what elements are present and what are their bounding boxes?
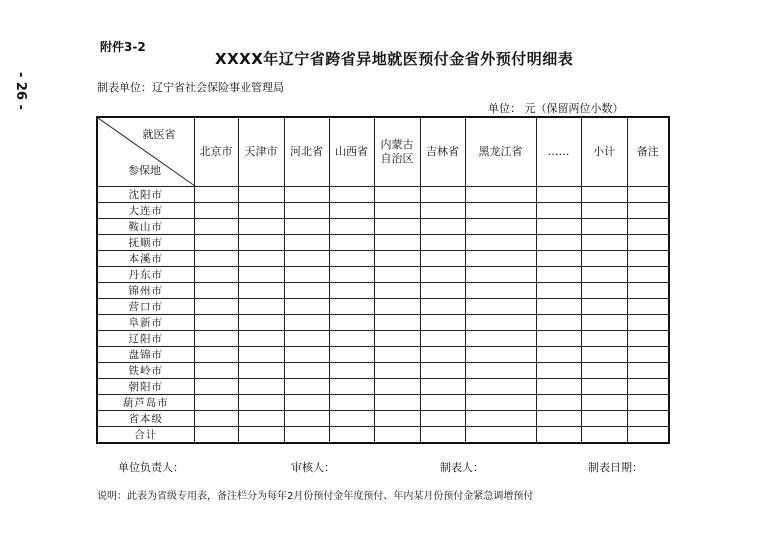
data-cell bbox=[329, 379, 374, 395]
row-label: 锦州市 bbox=[97, 283, 194, 299]
data-cell bbox=[581, 331, 627, 347]
page-number: - 26 - bbox=[13, 72, 28, 110]
table-row bbox=[97, 427, 669, 444]
data-cell bbox=[329, 363, 374, 379]
data-cell bbox=[194, 395, 238, 411]
data-cell bbox=[194, 203, 238, 219]
data-cell bbox=[374, 331, 420, 347]
data-cell bbox=[627, 267, 669, 283]
data-cell bbox=[238, 267, 284, 283]
data-cell bbox=[420, 251, 465, 267]
data-cell bbox=[536, 315, 581, 331]
data-cell bbox=[465, 235, 536, 251]
data-cell bbox=[581, 411, 627, 427]
data-cell bbox=[374, 395, 420, 411]
data-cell bbox=[627, 235, 669, 251]
data-cell bbox=[420, 235, 465, 251]
data-cell bbox=[627, 203, 669, 219]
data-cell bbox=[329, 411, 374, 427]
data-cell bbox=[374, 187, 420, 203]
column-header: 北京市 bbox=[194, 117, 238, 187]
table-row bbox=[97, 267, 669, 283]
data-cell bbox=[284, 363, 329, 379]
column-header: 内蒙古自治区 bbox=[374, 117, 420, 187]
corner-header-cell bbox=[97, 117, 194, 187]
data-cell bbox=[536, 363, 581, 379]
data-cell bbox=[374, 219, 420, 235]
data-cell bbox=[581, 379, 627, 395]
data-cell bbox=[627, 347, 669, 363]
data-cell bbox=[581, 235, 627, 251]
data-cell bbox=[465, 363, 536, 379]
data-cell bbox=[536, 331, 581, 347]
data-cell bbox=[627, 315, 669, 331]
data-cell bbox=[374, 283, 420, 299]
data-cell bbox=[374, 347, 420, 363]
data-cell bbox=[420, 299, 465, 315]
data-cell bbox=[465, 219, 536, 235]
signature-date: 制表日期： bbox=[588, 461, 643, 474]
data-cell bbox=[194, 251, 238, 267]
data-cell bbox=[420, 363, 465, 379]
data-cell bbox=[581, 187, 627, 203]
table-row bbox=[97, 219, 669, 235]
column-header: 吉林省 bbox=[420, 117, 465, 187]
data-cell bbox=[627, 427, 669, 444]
signature-preparer: 制表人： bbox=[440, 461, 484, 474]
data-cell bbox=[284, 219, 329, 235]
data-cell bbox=[420, 395, 465, 411]
data-cell bbox=[420, 219, 465, 235]
data-cell bbox=[194, 315, 238, 331]
data-cell bbox=[581, 395, 627, 411]
data-cell bbox=[465, 427, 536, 444]
data-cell bbox=[238, 187, 284, 203]
data-cell bbox=[374, 235, 420, 251]
table-row bbox=[97, 235, 669, 251]
row-label: 省本级 bbox=[97, 411, 194, 427]
data-cell bbox=[374, 267, 420, 283]
row-label: 沈阳市 bbox=[97, 187, 194, 203]
corner-label-insured-place: 参保地 bbox=[128, 164, 161, 177]
table-row bbox=[97, 331, 669, 347]
row-label: 合计 bbox=[97, 427, 194, 444]
data-cell bbox=[329, 187, 374, 203]
table-row bbox=[97, 363, 669, 379]
data-cell bbox=[238, 411, 284, 427]
data-cell bbox=[374, 363, 420, 379]
data-cell bbox=[465, 251, 536, 267]
data-cell bbox=[284, 315, 329, 331]
data-cell bbox=[194, 299, 238, 315]
data-cell bbox=[194, 331, 238, 347]
data-cell bbox=[284, 427, 329, 444]
data-cell bbox=[238, 315, 284, 331]
data-cell bbox=[465, 395, 536, 411]
data-cell bbox=[536, 395, 581, 411]
data-cell bbox=[420, 315, 465, 331]
corner-label-medical-province: 就医省 bbox=[142, 128, 176, 141]
data-cell bbox=[627, 299, 669, 315]
data-cell bbox=[536, 427, 581, 444]
data-cell bbox=[238, 347, 284, 363]
data-cell bbox=[465, 299, 536, 315]
data-cell bbox=[329, 299, 374, 315]
data-cell bbox=[420, 187, 465, 203]
column-header: 河北省 bbox=[284, 117, 329, 187]
attachment-label: 附件3-2 bbox=[100, 40, 146, 54]
data-cell bbox=[536, 299, 581, 315]
data-cell bbox=[238, 395, 284, 411]
column-header: 黑龙江省 bbox=[465, 117, 536, 187]
data-cell bbox=[581, 427, 627, 444]
data-cell bbox=[329, 315, 374, 331]
data-cell bbox=[420, 203, 465, 219]
row-label: 葫芦岛市 bbox=[97, 395, 194, 411]
data-cell bbox=[465, 315, 536, 331]
data-cell bbox=[194, 427, 238, 444]
data-cell bbox=[238, 299, 284, 315]
data-cell bbox=[284, 331, 329, 347]
data-cell bbox=[238, 363, 284, 379]
data-cell bbox=[238, 379, 284, 395]
row-label: 鞍山市 bbox=[97, 219, 194, 235]
row-label: 本溪市 bbox=[97, 251, 194, 267]
data-cell bbox=[581, 315, 627, 331]
data-cell bbox=[194, 379, 238, 395]
footnote: 说明：此表为省级专用表，备注栏分为每年2月份预付金年度预付、年内某月份预付金紧急调增预付 bbox=[97, 491, 534, 502]
data-cell bbox=[329, 331, 374, 347]
preparing-unit: 制表单位：辽宁省社会保险事业管理局 bbox=[97, 81, 284, 94]
data-cell bbox=[465, 203, 536, 219]
currency-unit: 单位： 元（保留两位小数） bbox=[488, 102, 624, 115]
data-cell bbox=[536, 203, 581, 219]
row-label: 大连市 bbox=[97, 203, 194, 219]
data-cell bbox=[536, 283, 581, 299]
table-row bbox=[97, 187, 669, 203]
data-cell bbox=[194, 267, 238, 283]
data-cell bbox=[627, 251, 669, 267]
data-cell bbox=[581, 251, 627, 267]
data-cell bbox=[329, 395, 374, 411]
header-row bbox=[97, 117, 669, 187]
data-cell bbox=[420, 347, 465, 363]
data-cell bbox=[627, 379, 669, 395]
data-cell bbox=[536, 251, 581, 267]
data-cell bbox=[627, 331, 669, 347]
table-row bbox=[97, 203, 669, 219]
data-cell bbox=[627, 411, 669, 427]
table-row bbox=[97, 315, 669, 331]
data-cell bbox=[238, 283, 284, 299]
data-cell bbox=[329, 347, 374, 363]
data-cell bbox=[465, 347, 536, 363]
data-cell bbox=[238, 427, 284, 444]
data-cell bbox=[465, 187, 536, 203]
column-header: …… bbox=[536, 117, 581, 187]
row-label: 抚顺市 bbox=[97, 235, 194, 251]
column-header: 小计 bbox=[581, 117, 627, 187]
data-cell bbox=[194, 363, 238, 379]
data-cell bbox=[465, 411, 536, 427]
data-cell bbox=[284, 283, 329, 299]
row-label: 辽阳市 bbox=[97, 331, 194, 347]
table-row bbox=[97, 395, 669, 411]
data-cell bbox=[420, 411, 465, 427]
data-cell bbox=[420, 267, 465, 283]
data-cell bbox=[581, 203, 627, 219]
table-row bbox=[97, 283, 669, 299]
data-cell bbox=[284, 203, 329, 219]
data-cell bbox=[536, 219, 581, 235]
page-title: XXXX年辽宁省跨省异地就医预付金省外预付明细表 bbox=[215, 50, 574, 68]
data-cell bbox=[374, 315, 420, 331]
data-cell bbox=[420, 283, 465, 299]
data-cell bbox=[581, 299, 627, 315]
data-cell bbox=[238, 251, 284, 267]
data-cell bbox=[374, 251, 420, 267]
row-label: 铁岭市 bbox=[97, 363, 194, 379]
data-cell bbox=[581, 347, 627, 363]
data-cell bbox=[420, 427, 465, 444]
signature-auditor: 审核人： bbox=[291, 461, 335, 474]
data-cell bbox=[329, 203, 374, 219]
data-cell bbox=[329, 219, 374, 235]
row-label: 阜新市 bbox=[97, 315, 194, 331]
data-cell bbox=[284, 251, 329, 267]
data-cell bbox=[536, 235, 581, 251]
table-row bbox=[97, 299, 669, 315]
data-cell bbox=[374, 427, 420, 444]
data-cell bbox=[194, 283, 238, 299]
table-row bbox=[97, 347, 669, 363]
data-cell bbox=[329, 267, 374, 283]
data-cell bbox=[194, 219, 238, 235]
data-cell bbox=[194, 411, 238, 427]
data-cell bbox=[420, 379, 465, 395]
row-label: 盘锦市 bbox=[97, 347, 194, 363]
data-cell bbox=[465, 283, 536, 299]
row-label: 朝阳市 bbox=[97, 379, 194, 395]
data-cell bbox=[465, 331, 536, 347]
data-cell bbox=[374, 411, 420, 427]
data-cell bbox=[284, 299, 329, 315]
data-cell bbox=[238, 235, 284, 251]
data-cell bbox=[329, 235, 374, 251]
data-cell bbox=[284, 411, 329, 427]
data-cell bbox=[194, 347, 238, 363]
data-cell bbox=[194, 187, 238, 203]
data-cell bbox=[238, 219, 284, 235]
data-cell bbox=[627, 219, 669, 235]
data-cell bbox=[284, 379, 329, 395]
data-cell bbox=[329, 251, 374, 267]
data-cell bbox=[194, 235, 238, 251]
data-cell bbox=[536, 411, 581, 427]
data-cell bbox=[374, 203, 420, 219]
data-cell bbox=[284, 187, 329, 203]
data-cell bbox=[329, 283, 374, 299]
data-cell bbox=[374, 379, 420, 395]
data-cell bbox=[536, 379, 581, 395]
data-cell bbox=[536, 267, 581, 283]
signature-unit-head: 单位负责人： bbox=[118, 461, 184, 474]
data-cell bbox=[536, 347, 581, 363]
detail-table bbox=[96, 116, 670, 444]
row-label: 营口市 bbox=[97, 299, 194, 315]
data-cell bbox=[536, 187, 581, 203]
data-cell bbox=[284, 235, 329, 251]
data-cell bbox=[465, 379, 536, 395]
column-header: 备注 bbox=[627, 117, 669, 187]
data-cell bbox=[374, 299, 420, 315]
data-cell bbox=[238, 203, 284, 219]
data-cell bbox=[627, 187, 669, 203]
data-cell bbox=[284, 347, 329, 363]
data-cell bbox=[284, 395, 329, 411]
data-cell bbox=[420, 331, 465, 347]
column-header: 山西省 bbox=[329, 117, 374, 187]
data-cell bbox=[627, 395, 669, 411]
table-row bbox=[97, 251, 669, 267]
data-cell bbox=[627, 363, 669, 379]
row-label: 丹东市 bbox=[97, 267, 194, 283]
data-cell bbox=[627, 283, 669, 299]
table-row bbox=[97, 411, 669, 427]
column-header: 天津市 bbox=[238, 117, 284, 187]
data-cell bbox=[581, 363, 627, 379]
data-cell bbox=[238, 331, 284, 347]
data-cell bbox=[581, 219, 627, 235]
data-cell bbox=[581, 267, 627, 283]
data-cell bbox=[284, 267, 329, 283]
table-row bbox=[97, 379, 669, 395]
data-cell bbox=[581, 283, 627, 299]
data-cell bbox=[465, 267, 536, 283]
data-cell bbox=[329, 427, 374, 444]
